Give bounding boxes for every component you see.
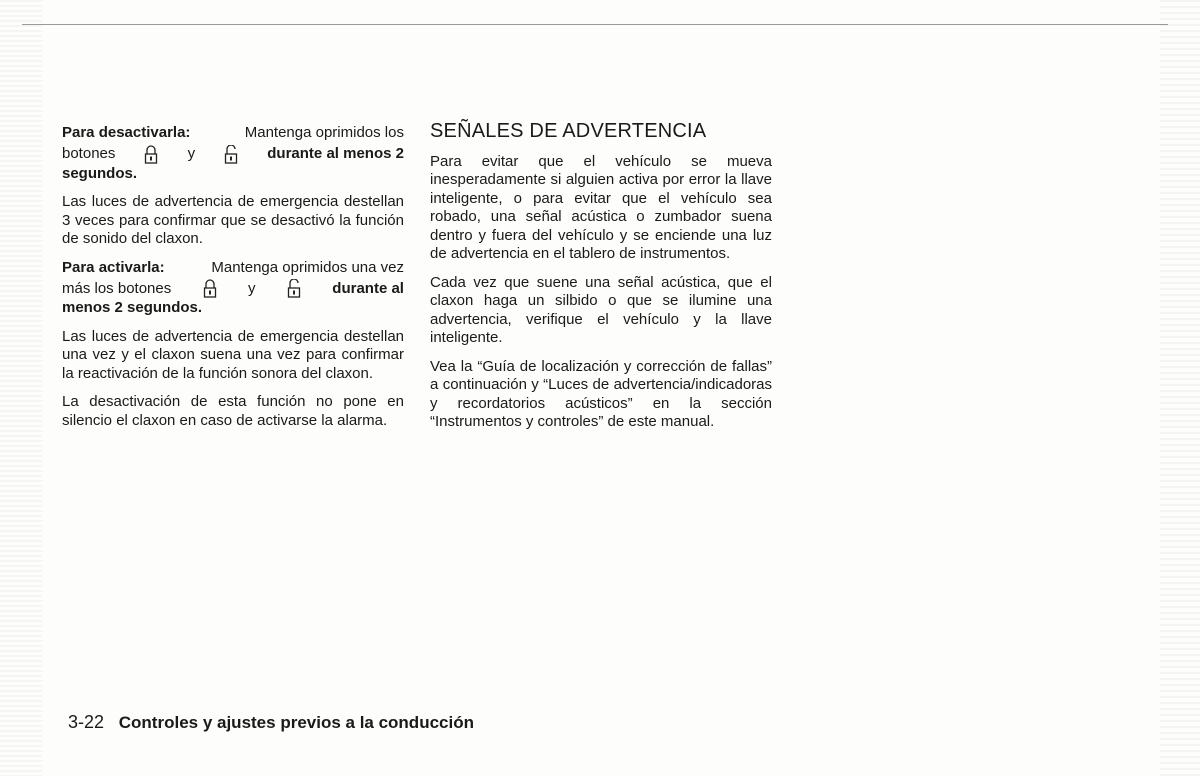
activate-duration-cont: menos 2 segundos.: [62, 299, 203, 316]
deactivate-duration-cont: segundos.: [62, 164, 138, 182]
activate-confirmation: Las luces de advertencia de emergencia destellan una vez y el claxon suena una vez para confirmar la reactivación de la función sonora del claxon.: [62, 327, 404, 382]
unlock-icon: [224, 145, 238, 165]
top-rule: [22, 24, 1168, 25]
and-word: y: [187, 145, 196, 163]
deactivate-confirmation: Las luces de advertencia de emergencia destellan 3 veces para confirmar que se desactivó la función de sonido del claxon.: [62, 193, 404, 247]
scan-edge-left: [0, 0, 42, 776]
left-column: [62, 124, 404, 440]
alarm-note: La desactivación de esta función no pone en silencio el claxon en caso de activarse la alarma.: [62, 393, 404, 429]
buttons-word: botones: [62, 145, 116, 163]
activate-text: Mantenga oprimidos una vez: [211, 258, 404, 276]
section-heading: SEÑALES DE ADVERTENCIA: [430, 120, 707, 142]
activate-label: Para activarla:: [62, 258, 165, 276]
warning-signals-check: Cada vez que suene una señal acústica, que el claxon haga un silbido o que se ilumine una advertencia, verifique el vehículo y la llave inteligente.: [430, 273, 772, 346]
lock-icon: [144, 145, 158, 165]
right-column: [430, 122, 772, 442]
page-footer: [68, 712, 474, 733]
buttons-word-2: más los botones: [62, 279, 172, 297]
section-title: Controles y ajustes previos a la conducción: [118, 713, 474, 732]
deactivate-duration: durante al menos 2: [267, 145, 404, 163]
lock-icon: [203, 279, 217, 299]
and-word-2: y: [248, 279, 256, 297]
page-number: 3-22: [68, 712, 105, 732]
activate-instruction: [62, 259, 404, 318]
activate-duration: durante al: [332, 279, 404, 297]
deactivate-instruction: [62, 124, 404, 183]
warning-signals-reference: Vea la “Guía de localización y corrección de fallas” a continuación y “Luces de advertencia/indicadoras y recordatorios acústicos” en la sección “Instrumentos y controles” de este manual.: [430, 357, 772, 430]
unlock-icon: [287, 279, 301, 299]
deactivate-label: Para desactivarla:: [62, 124, 191, 141]
scan-edge-right: [1160, 0, 1200, 776]
warning-signals-intro: Para evitar que el vehículo se mueva inesperadamente si alguien activa por error la llave inteligente, o para evitar que el vehículo sea robado, una señal acústica o zumbador suena dentro y fuera del vehículo y se enciende una luz de advertencia en el tablero de instrumentos.: [430, 152, 772, 262]
deactivate-text: Mantenga oprimidos los: [244, 124, 404, 141]
